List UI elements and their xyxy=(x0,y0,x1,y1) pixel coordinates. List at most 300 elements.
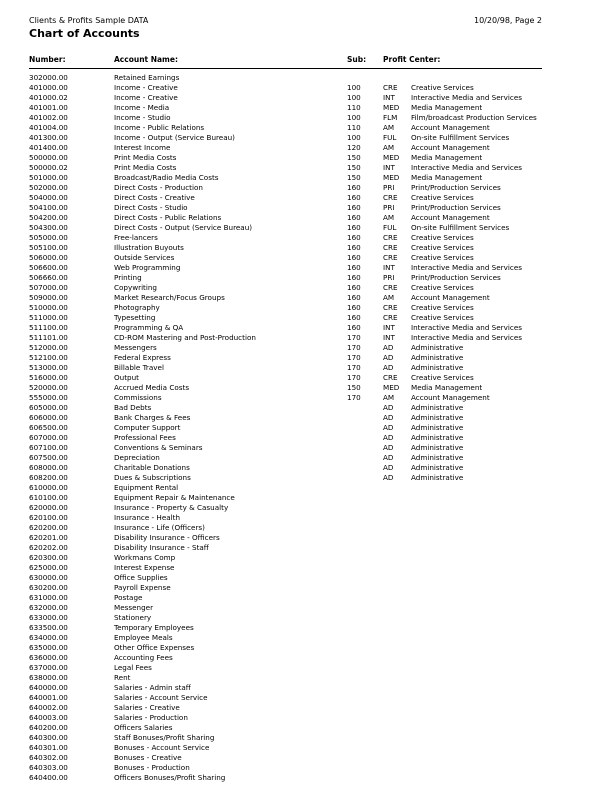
table-row xyxy=(0,373,612,383)
account-name: Officers Salaries xyxy=(114,723,173,732)
profit-center-name: Print/Production Services xyxy=(411,273,501,282)
account-number: 505000.00 xyxy=(29,233,68,242)
account-number: 401400.00 xyxy=(29,143,68,152)
account-name: Insurance - Life (Officers) xyxy=(114,523,205,532)
table-row xyxy=(0,333,612,343)
account-number: 630000.00 xyxy=(29,573,68,582)
account-name: Dues & Subscriptions xyxy=(114,473,191,482)
profit-center-code: PRI xyxy=(383,273,395,282)
account-name: Depreciation xyxy=(114,453,160,462)
sub-code: 100 xyxy=(347,83,361,92)
profit-center-code: PRI xyxy=(383,183,395,192)
account-number: 620000.00 xyxy=(29,503,68,512)
profit-center-code: CRE xyxy=(383,233,398,242)
account-name: Typesetting xyxy=(114,313,156,322)
sub-code: 160 xyxy=(347,233,361,242)
profit-center-code: AD xyxy=(383,443,394,452)
table-row xyxy=(0,533,612,543)
account-name: Other Office Expenses xyxy=(114,643,195,652)
account-number: 620202.00 xyxy=(29,543,68,552)
column-header-sub: Sub: xyxy=(347,55,367,64)
account-name: Direct Costs - Output (Service Bureau) xyxy=(114,223,253,232)
table-row xyxy=(0,383,612,393)
profit-center-name: Print/Production Services xyxy=(411,203,501,212)
profit-center-code: AD xyxy=(383,463,394,472)
account-name: Legal Fees xyxy=(114,663,152,672)
table-row xyxy=(0,73,612,83)
account-name: Photography xyxy=(114,303,160,312)
sub-code: 170 xyxy=(347,363,361,372)
account-name: Print Media Costs xyxy=(114,163,177,172)
sub-code: 150 xyxy=(347,153,361,162)
profit-center-code: AD xyxy=(383,343,394,352)
table-row xyxy=(0,163,612,173)
table-row xyxy=(0,733,612,743)
sub-code: 160 xyxy=(347,293,361,302)
account-name: Bonuses - Creative xyxy=(114,753,182,762)
table-row xyxy=(0,653,612,663)
account-number: 511100.00 xyxy=(29,323,68,332)
table-row xyxy=(0,633,612,643)
account-name: Stationery xyxy=(114,613,152,622)
profit-center-code: AD xyxy=(383,403,394,412)
profit-center-code: CRE xyxy=(383,83,398,92)
account-number: 511101.00 xyxy=(29,333,68,342)
sub-code: 160 xyxy=(347,223,361,232)
account-name: Programming & QA xyxy=(114,323,184,332)
profit-center-name: Interactive Media and Services xyxy=(411,163,522,172)
profit-center-name: Account Management xyxy=(411,143,490,152)
account-number: 608200.00 xyxy=(29,473,68,482)
profit-center-name: Interactive Media and Services xyxy=(411,93,522,102)
table-row xyxy=(0,413,612,423)
profit-center-name: Print/Production Services xyxy=(411,183,501,192)
account-name: Professional Fees xyxy=(114,433,176,442)
account-number: 625000.00 xyxy=(29,563,68,572)
table-row xyxy=(0,93,612,103)
account-name: Income - Creative xyxy=(114,83,178,92)
account-number: 605000.00 xyxy=(29,403,68,412)
table-row xyxy=(0,483,612,493)
account-number: 401004.00 xyxy=(29,123,68,132)
account-number: 506660.00 xyxy=(29,273,68,282)
account-number: 510000.00 xyxy=(29,303,68,312)
table-row xyxy=(0,623,612,633)
account-name: Outside Services xyxy=(114,253,175,262)
sub-code: 160 xyxy=(347,263,361,272)
table-row xyxy=(0,293,612,303)
account-name: Market Research/Focus Groups xyxy=(114,293,225,302)
account-number: 620201.00 xyxy=(29,533,68,542)
account-name: Interest Expense xyxy=(114,563,175,572)
account-number: 505100.00 xyxy=(29,243,68,252)
profit-center-name: Administrative xyxy=(411,473,464,482)
account-name: Direct Costs - Public Relations xyxy=(114,213,222,222)
account-number: 506000.00 xyxy=(29,253,68,262)
profit-center-name: Administrative xyxy=(411,403,464,412)
account-number: 640400.00 xyxy=(29,773,68,782)
table-row xyxy=(0,473,612,483)
account-number: 507000.00 xyxy=(29,283,68,292)
table-row xyxy=(0,613,612,623)
table-row xyxy=(0,283,612,293)
table-row xyxy=(0,273,612,283)
account-number: 640200.00 xyxy=(29,723,68,732)
account-name: Staff Bonuses/Profit Sharing xyxy=(114,733,215,742)
profit-center-name: Interactive Media and Services xyxy=(411,263,522,272)
account-number: 511000.00 xyxy=(29,313,68,322)
account-number: 401002.00 xyxy=(29,113,68,122)
profit-center-code: FUL xyxy=(383,223,397,232)
report-source: Clients & Profits Sample DATA xyxy=(29,16,149,25)
sub-code: 160 xyxy=(347,273,361,282)
account-number: 512000.00 xyxy=(29,343,68,352)
profit-center-code: MED xyxy=(383,153,400,162)
account-name: Income - Studio xyxy=(114,113,171,122)
profit-center-code: AD xyxy=(383,433,394,442)
table-row xyxy=(0,313,612,323)
account-number: 620300.00 xyxy=(29,553,68,562)
accounts-table xyxy=(0,73,612,783)
profit-center-name: Interactive Media and Services xyxy=(411,333,522,342)
account-number: 640001.00 xyxy=(29,693,68,702)
table-row xyxy=(0,493,612,503)
table-row xyxy=(0,593,612,603)
profit-center-name: Creative Services xyxy=(411,303,474,312)
profit-center-name: Administrative xyxy=(411,453,464,462)
account-name: Output xyxy=(114,373,139,382)
table-row xyxy=(0,393,612,403)
profit-center-name: Administrative xyxy=(411,343,464,352)
account-number: 640300.00 xyxy=(29,733,68,742)
account-name: Billable Travel xyxy=(114,363,164,372)
profit-center-code: AD xyxy=(383,473,394,482)
table-row xyxy=(0,603,612,613)
profit-center-code: AD xyxy=(383,423,394,432)
sub-code: 160 xyxy=(347,243,361,252)
profit-center-name: Administrative xyxy=(411,443,464,452)
account-name: Equipment Repair & Maintenance xyxy=(114,493,235,502)
account-number: 501000.00 xyxy=(29,173,68,182)
profit-center-name: Film/broadcast Production Services xyxy=(411,113,537,122)
account-number: 504000.00 xyxy=(29,193,68,202)
table-row xyxy=(0,323,612,333)
sub-code: 160 xyxy=(347,283,361,292)
account-name: Direct Costs - Production xyxy=(114,183,203,192)
account-number: 502000.00 xyxy=(29,183,68,192)
profit-center-code: AD xyxy=(383,413,394,422)
profit-center-code: INT xyxy=(383,93,395,102)
profit-center-code: MED xyxy=(383,173,400,182)
table-row xyxy=(0,213,612,223)
profit-center-code: INT xyxy=(383,263,395,272)
profit-center-code: CRE xyxy=(383,373,398,382)
table-row xyxy=(0,433,612,443)
account-name: Bad Debts xyxy=(114,403,152,412)
table-row xyxy=(0,453,612,463)
account-name: Workmans Comp xyxy=(114,553,176,562)
account-number: 620100.00 xyxy=(29,513,68,522)
sub-code: 170 xyxy=(347,373,361,382)
account-name: Income - Creative xyxy=(114,93,178,102)
sub-code: 170 xyxy=(347,333,361,342)
profit-center-code: AM xyxy=(383,293,395,302)
profit-center-name: Media Management xyxy=(411,173,483,182)
profit-center-code: AM xyxy=(383,143,395,152)
profit-center-code: FLM xyxy=(383,113,398,122)
account-number: 640003.00 xyxy=(29,713,68,722)
table-row xyxy=(0,133,612,143)
account-name: Printing xyxy=(114,273,142,282)
account-name: Print Media Costs xyxy=(114,153,177,162)
column-header-profit-center: Profit Center: xyxy=(383,55,441,64)
profit-center-name: Interactive Media and Services xyxy=(411,323,522,332)
account-number: 636000.00 xyxy=(29,653,68,662)
account-name: Salaries - Account Service xyxy=(114,693,208,702)
sub-code: 150 xyxy=(347,383,361,392)
table-row xyxy=(0,423,612,433)
account-number: 640303.00 xyxy=(29,763,68,772)
profit-center-code: AD xyxy=(383,353,394,362)
sub-code: 120 xyxy=(347,143,361,152)
profit-center-code: AM xyxy=(383,213,395,222)
account-number: 516000.00 xyxy=(29,373,68,382)
table-row xyxy=(0,183,612,193)
sub-code: 110 xyxy=(347,103,361,112)
account-name: Office Supplies xyxy=(114,573,168,582)
account-number: 512100.00 xyxy=(29,353,68,362)
profit-center-name: Account Management xyxy=(411,123,490,132)
table-row xyxy=(0,583,612,593)
profit-center-code: CRE xyxy=(383,283,398,292)
account-name: Income - Public Relations xyxy=(114,123,205,132)
sub-code: 160 xyxy=(347,213,361,222)
account-name: Free-lancers xyxy=(114,233,158,242)
account-number: 607500.00 xyxy=(29,453,68,462)
column-header-account-name: Account Name: xyxy=(114,55,178,64)
account-number: 640302.00 xyxy=(29,753,68,762)
profit-center-code: AD xyxy=(383,453,394,462)
account-number: 504300.00 xyxy=(29,223,68,232)
account-number: 635000.00 xyxy=(29,643,68,652)
sub-code: 110 xyxy=(347,123,361,132)
profit-center-code: AM xyxy=(383,123,395,132)
account-name: Employee Meals xyxy=(114,633,173,642)
table-row xyxy=(0,693,612,703)
account-number: 504100.00 xyxy=(29,203,68,212)
header-rule xyxy=(29,68,542,69)
account-number: 634000.00 xyxy=(29,633,68,642)
table-row xyxy=(0,203,612,213)
sub-code: 160 xyxy=(347,313,361,322)
account-number: 504200.00 xyxy=(29,213,68,222)
account-number: 640301.00 xyxy=(29,743,68,752)
account-name: Disability Insurance - Staff xyxy=(114,543,209,552)
profit-center-code: INT xyxy=(383,323,395,332)
profit-center-code: CRE xyxy=(383,253,398,262)
table-row xyxy=(0,173,612,183)
table-row xyxy=(0,353,612,363)
account-number: 513000.00 xyxy=(29,363,68,372)
account-name: Commissions xyxy=(114,393,162,402)
account-name: Salaries - Admin staff xyxy=(114,683,191,692)
table-row xyxy=(0,223,612,233)
table-row xyxy=(0,753,612,763)
table-row xyxy=(0,763,612,773)
report-title: Chart of Accounts xyxy=(29,27,140,40)
table-row xyxy=(0,553,612,563)
sub-code: 100 xyxy=(347,93,361,102)
sub-code: 170 xyxy=(347,393,361,402)
account-number: 610000.00 xyxy=(29,483,68,492)
account-number: 632000.00 xyxy=(29,603,68,612)
table-row xyxy=(0,303,612,313)
profit-center-name: On-site Fulfillment Services xyxy=(411,133,510,142)
profit-center-code: CRE xyxy=(383,303,398,312)
profit-center-name: Media Management xyxy=(411,103,483,112)
table-row xyxy=(0,253,612,263)
profit-center-name: Administrative xyxy=(411,463,464,472)
table-row xyxy=(0,573,612,583)
table-row xyxy=(0,713,612,723)
sub-code: 160 xyxy=(347,203,361,212)
account-name: Officers Bonuses/Profit Sharing xyxy=(114,773,226,782)
account-name: Rent xyxy=(114,673,131,682)
profit-center-name: Administrative xyxy=(411,423,464,432)
table-row xyxy=(0,113,612,123)
table-row xyxy=(0,663,612,673)
account-name: Accounting Fees xyxy=(114,653,173,662)
account-name: Federal Express xyxy=(114,353,171,362)
account-number: 555000.00 xyxy=(29,393,68,402)
profit-center-code: PRI xyxy=(383,203,395,212)
account-name: Insurance - Health xyxy=(114,513,181,522)
account-number: 302000.00 xyxy=(29,73,68,82)
table-row xyxy=(0,543,612,553)
account-number: 640002.00 xyxy=(29,703,68,712)
table-row xyxy=(0,523,612,533)
profit-center-name: Creative Services xyxy=(411,253,474,262)
account-number: 620200.00 xyxy=(29,523,68,532)
sub-code: 160 xyxy=(347,253,361,262)
profit-center-code: AD xyxy=(383,363,394,372)
account-name: Equipment Rental xyxy=(114,483,179,492)
profit-center-name: Media Management xyxy=(411,153,483,162)
account-name: Salaries - Creative xyxy=(114,703,180,712)
sub-code: 160 xyxy=(347,303,361,312)
column-header-number: Number: xyxy=(29,55,66,64)
account-name: Bonuses - Account Service xyxy=(114,743,210,752)
table-row xyxy=(0,153,612,163)
table-row xyxy=(0,263,612,273)
profit-center-name: Media Management xyxy=(411,383,483,392)
sub-code: 170 xyxy=(347,343,361,352)
profit-center-name: Creative Services xyxy=(411,193,474,202)
account-number: 637000.00 xyxy=(29,663,68,672)
sub-code: 160 xyxy=(347,193,361,202)
profit-center-name: Administrative xyxy=(411,413,464,422)
table-row xyxy=(0,143,612,153)
table-row xyxy=(0,463,612,473)
account-name: Computer Support xyxy=(114,423,181,432)
account-number: 520000.00 xyxy=(29,383,68,392)
account-name: Temporary Employees xyxy=(114,623,194,632)
table-row xyxy=(0,233,612,243)
account-number: 401000.02 xyxy=(29,93,68,102)
account-name: Interest Income xyxy=(114,143,171,152)
table-row xyxy=(0,403,612,413)
account-name: Web Programming xyxy=(114,263,181,272)
table-row xyxy=(0,243,612,253)
account-name: Conventions & Seminars xyxy=(114,443,203,452)
profit-center-name: Creative Services xyxy=(411,233,474,242)
account-name: Retained Earnings xyxy=(114,73,180,82)
profit-center-name: Creative Services xyxy=(411,373,474,382)
account-name: Messenger xyxy=(114,603,154,612)
account-number: 401000.00 xyxy=(29,83,68,92)
account-number: 500000.02 xyxy=(29,163,68,172)
account-name: Direct Costs - Studio xyxy=(114,203,188,212)
sub-code: 170 xyxy=(347,353,361,362)
account-number: 607000.00 xyxy=(29,433,68,442)
account-name: Income - Media xyxy=(114,103,170,112)
sub-code: 160 xyxy=(347,183,361,192)
report-date-page: 10/20/98, Page 2 xyxy=(473,16,542,25)
sub-code: 150 xyxy=(347,173,361,182)
account-name: Messengers xyxy=(114,343,157,352)
table-row xyxy=(0,103,612,113)
account-number: 506600.00 xyxy=(29,263,68,272)
profit-center-name: Administrative xyxy=(411,433,464,442)
account-number: 638000.00 xyxy=(29,673,68,682)
account-name: Bank Charges & Fees xyxy=(114,413,191,422)
profit-center-name: Account Management xyxy=(411,393,490,402)
account-number: 606500.00 xyxy=(29,423,68,432)
profit-center-name: Creative Services xyxy=(411,283,474,292)
account-name: CD-ROM Mastering and Post-Production xyxy=(114,333,256,342)
profit-center-name: On-site Fulfillment Services xyxy=(411,223,510,232)
account-number: 610100.00 xyxy=(29,493,68,502)
table-row xyxy=(0,363,612,373)
account-number: 607100.00 xyxy=(29,443,68,452)
table-row xyxy=(0,343,612,353)
account-name: Insurance - Property & Casualty xyxy=(114,503,229,512)
profit-center-code: CRE xyxy=(383,313,398,322)
account-number: 608000.00 xyxy=(29,463,68,472)
account-number: 640000.00 xyxy=(29,683,68,692)
account-name: Payroll Expense xyxy=(114,583,171,592)
table-row xyxy=(0,503,612,513)
account-name: Accrued Media Costs xyxy=(114,383,190,392)
account-name: Income - Output (Service Bureau) xyxy=(114,133,235,142)
account-number: 630200.00 xyxy=(29,583,68,592)
account-name: Charitable Donations xyxy=(114,463,190,472)
table-row xyxy=(0,683,612,693)
account-name: Direct Costs - Creative xyxy=(114,193,195,202)
profit-center-name: Administrative xyxy=(411,353,464,362)
profit-center-code: FUL xyxy=(383,133,397,142)
profit-center-name: Creative Services xyxy=(411,243,474,252)
account-number: 509000.00 xyxy=(29,293,68,302)
profit-center-name: Account Management xyxy=(411,293,490,302)
account-number: 500000.00 xyxy=(29,153,68,162)
table-row xyxy=(0,123,612,133)
account-number: 633000.00 xyxy=(29,613,68,622)
table-row xyxy=(0,673,612,683)
table-row xyxy=(0,513,612,523)
profit-center-name: Creative Services xyxy=(411,83,474,92)
account-number: 401001.00 xyxy=(29,103,68,112)
